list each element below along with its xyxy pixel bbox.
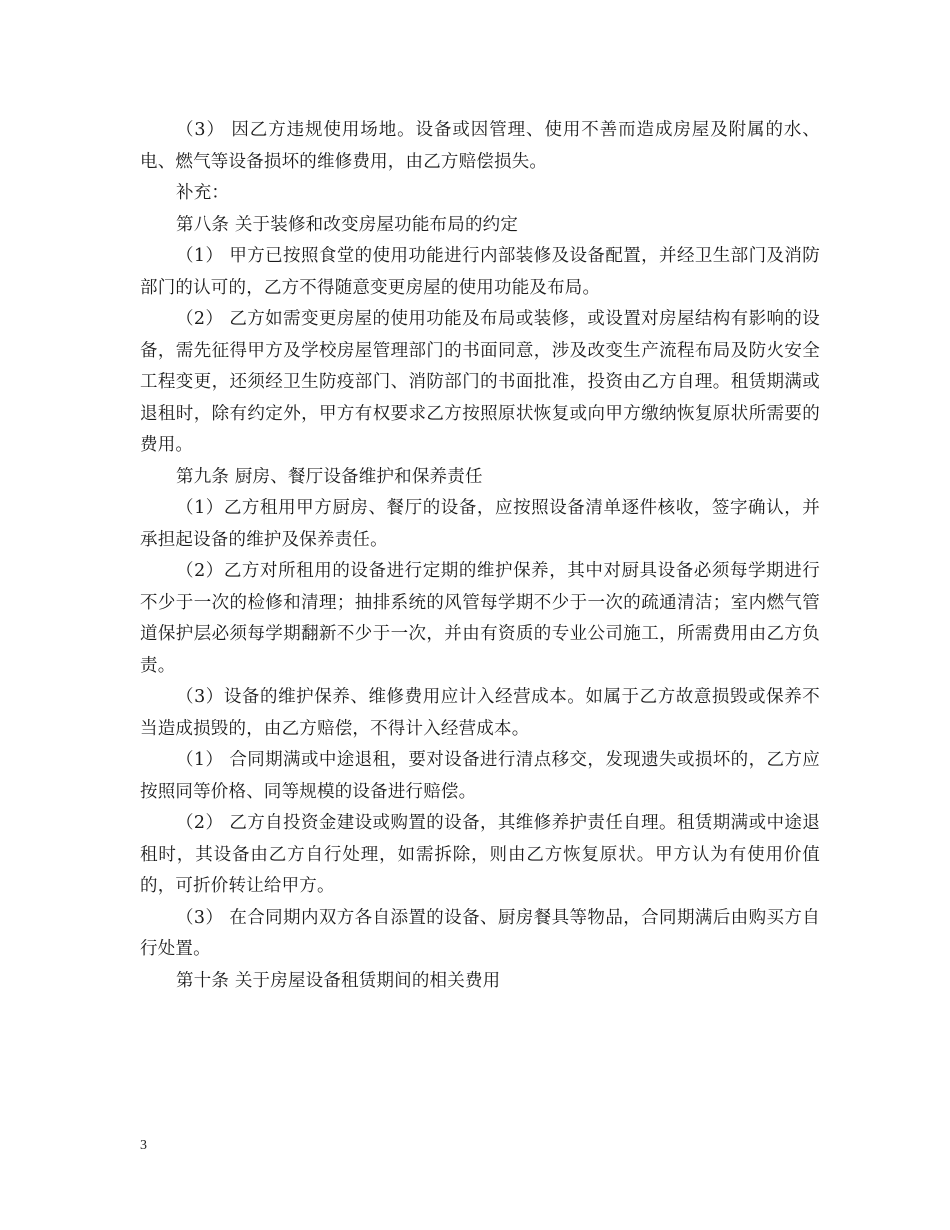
page-number: 3 [140, 1138, 147, 1153]
article-10-heading: 第十条 关于房屋设备租赁期间的相关费用 [176, 970, 501, 991]
paragraph-article-9-1: （1）乙方租用甲方厨房、餐厅的设备，应按照设备清单逐件核收，签字确认，并承担起设备的维护及保养责任。 [140, 498, 820, 550]
paragraph-article-8-2: （2） 乙方如需变更房屋的使用功能及布局或装修，或设置对房屋结构有影响的设备，需先征得甲方及学校房屋管理部门的书面同意，涉及改变生产流程布局及防火安全工程变更，还须经卫生防疫部门、消防部门的书面批准，投资由乙方自理。租赁期满或退租时，除有约定外，甲方有权要求乙方按照原状恢复或向甲方缴纳恢复原状所需要的费用。 [140, 309, 820, 455]
paragraph-article-9-3: （3）设备的维护保养、维修费用应计入经营成本。如属于乙方故意损毁或保养不当造成损毁的，由乙方赔偿，不得计入经营成本。 [140, 687, 820, 739]
paragraph-article-8-1: （1） 甲方已按照食堂的使用功能进行内部装修及设备配置，并经卫生部门及消防部门的认可的，乙方不得随意变更房屋的使用功能及布局。 [140, 246, 820, 298]
paragraph-article-9-2: （2）乙方对所租用的设备进行定期的维护保养，其中对厨具设备必须每学期进行不少于一次的检修和清理；抽排系统的风管每学期不少于一次的疏通清洁；室内燃气管道保护层必须每学期翻新不少于一次，并由有资质的专业公司施工，所需费用由乙方负责。 [140, 561, 820, 676]
paragraph-article-9-4: （1） 合同期满或中途退租，要对设备进行清点移交，发现遗失或损坏的，乙方应按照同等价格、同等规模的设备进行赔偿。 [140, 750, 820, 802]
document-body [140, 115, 820, 997]
article-9-heading: 第九条 厨房、餐厅设备维护和保养责任 [176, 466, 483, 487]
paragraph-clause-7-3: （3） 因乙方违规使用场地。设备或因管理、使用不善而造成房屋及附属的水、电、燃气等设备损坏的维修费用，由乙方赔偿损失。 [140, 120, 820, 172]
article-8-heading: 第八条 关于装修和改变房屋功能布局的约定 [176, 214, 519, 235]
paragraph-article-9-5: （2） 乙方自投资金建设或购置的设备，其维修养护责任自理。租赁期满或中途退租时，其设备由乙方自行处理，如需拆除，则由乙方恢复原状。甲方认为有使用价值的，可折价转让给甲方。 [140, 813, 820, 896]
paragraph-article-9-6: （3） 在合同期内双方各自添置的设备、厨房餐具等物品，合同期满后由购买方自行处置。 [140, 907, 820, 959]
paragraph-supplement-label: 补充： [176, 183, 230, 203]
